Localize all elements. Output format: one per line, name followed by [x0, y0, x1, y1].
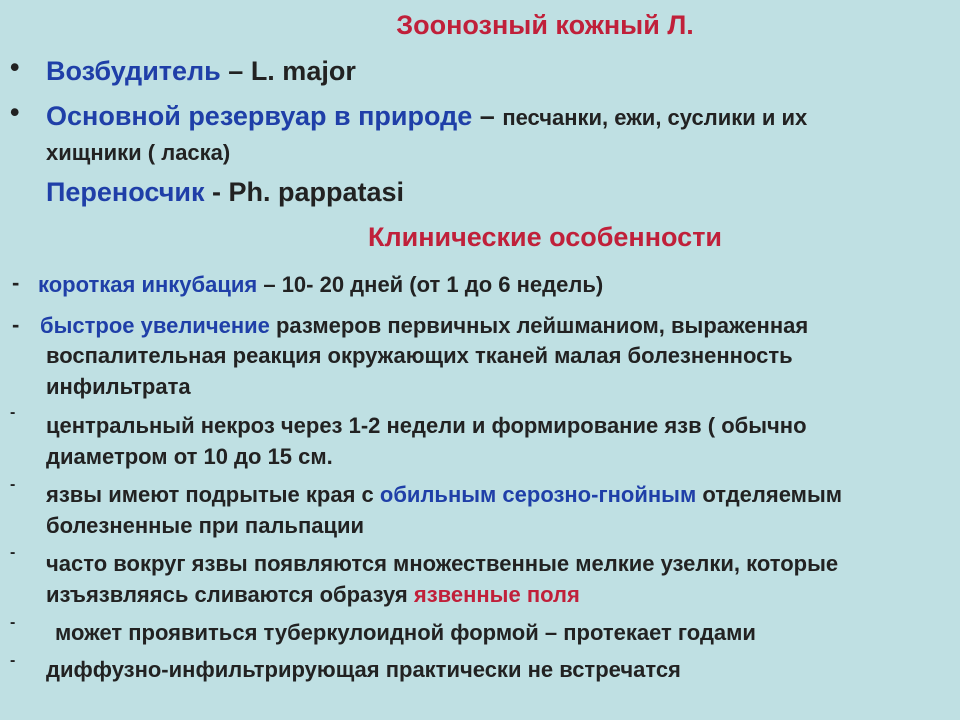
bullet-icon: • — [10, 97, 20, 127]
feature-necrosis-line1: центральный некроз через 1-2 недели и формирование язв ( обычно — [46, 413, 807, 438]
vector-label: Переносчик — [46, 177, 205, 207]
dash-marker: - — [10, 544, 16, 561]
reservoir-line — [46, 101, 807, 132]
reservoir-sep: – — [472, 101, 503, 131]
bullet-icon: • — [10, 52, 20, 82]
feature-incubation-text: – 10- 20 дней (от 1 до 6 недель) — [257, 272, 604, 297]
feature-growth-highlight: быстрое увеличение — [40, 313, 270, 338]
dash-marker: - — [10, 404, 16, 421]
feature-ulcers-post: отделяемым — [696, 482, 843, 507]
pathogen-sep: – — [220, 56, 251, 86]
feature-nodules-highlight: язвенные поля — [413, 582, 580, 607]
reservoir-continuation: хищники ( ласка) — [46, 140, 231, 165]
vector-sep: - — [204, 177, 229, 207]
slide-title: Зоонозный кожный Л. — [396, 10, 694, 40]
reservoir-label: Основной резервуар в природе — [46, 101, 473, 131]
dash-marker: - — [12, 270, 20, 295]
feature-ulcers-line2: болезненные при пальпации — [46, 513, 365, 538]
dash-marker: - — [12, 312, 20, 337]
feature-nodules-line2 — [46, 582, 580, 608]
feature-nodules-line1: часто вокруг язвы появляются множественные мелкие узелки, которые — [46, 551, 839, 576]
pathogen-value: L. major — [250, 56, 356, 86]
feature-ulcers-highlight: обильным серозно-гнойным — [379, 482, 697, 507]
reservoir-value: песчанки, ежи, суслики и их — [502, 105, 808, 130]
feature-necrosis-line2: диаметром от 10 до 15 см. — [46, 444, 333, 469]
dash-marker: - — [10, 614, 16, 631]
feature-incubation-highlight: короткая инкубация — [38, 272, 258, 297]
clinical-heading: Клинические особенности — [367, 222, 723, 252]
feature-diffuse: диффузно-инфильтрирующая практически не встречатся — [46, 657, 681, 682]
dash-marker: - — [10, 476, 16, 493]
feature-growth — [40, 313, 808, 339]
feature-nodules-pre: изъязвляясь сливаются образуя — [46, 582, 414, 607]
feature-ulcers — [46, 482, 842, 508]
feature-growth-line3: инфильтрата — [46, 374, 191, 399]
pathogen-line — [46, 56, 356, 87]
pathogen-label: Возбудитель — [46, 56, 221, 86]
vector-value: Ph. pappatasi — [228, 177, 405, 207]
feature-incubation — [38, 272, 603, 298]
feature-growth-text: размеров первичных лейшманиом, выраженная — [269, 313, 809, 338]
feature-tuberculoid: может проявиться туберкулоидной формой – протекает годами — [55, 620, 756, 645]
dash-marker: - — [10, 652, 16, 669]
vector-line — [46, 177, 404, 208]
feature-growth-line2: воспалительная реакция окружающих тканей малая болезненность — [46, 343, 793, 368]
feature-ulcers-pre: язвы имеют подрытые края с — [46, 482, 380, 507]
